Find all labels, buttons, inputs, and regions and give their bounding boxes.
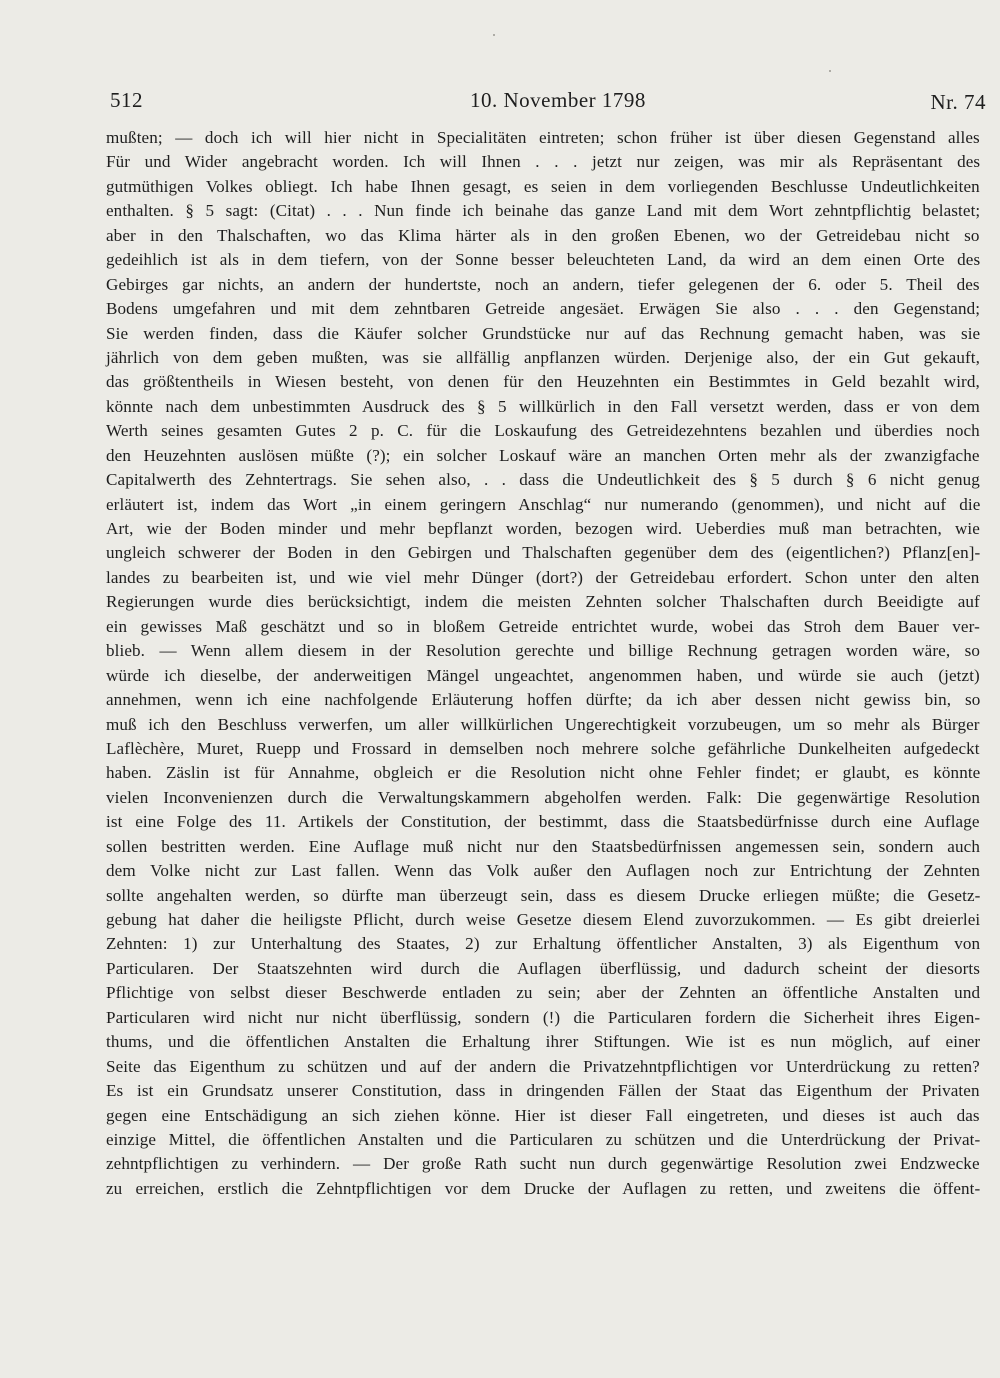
text-line: Laflèchère, Muret, Ruepp und Frossard in demselben noch mehrere solche gefährliche Dunkelheiten aufgedeckt <box>106 738 980 758</box>
text-line: jährlich von dem geben mußten, was sie allfällig anpflanzen würden. Derjenige also, der ein Gut gekauft, <box>106 347 981 367</box>
text-line: Particularen. Der Staatszehnten wird durch die Auflagen überflüssig, und dadurch scheint der diesorts <box>106 958 980 978</box>
text-line: thums, und die öffentlichen Anstalten die Erhaltung ihrer Stiftungen. Wie ist es nun möglich, auf einer <box>106 1032 981 1052</box>
body-text <box>106 126 980 1201</box>
text-line: Pflichtige von selbst dieser Beschwerde entladen zu sein; aber der Zehnten an öffentliche Anstalten und <box>106 983 981 1003</box>
text-line: annehmen, wenn ich eine nachfolgende Erläuterung hoffen dürfte; da ich aber dessen nicht gewiss bin, so <box>106 690 981 710</box>
page-number: 512 <box>110 88 143 112</box>
text-line: zehntpflichtigen zu verhindern. — Der große Rath sucht nun durch gegenwärtige Resolution zwei Endzwecke <box>106 1154 980 1174</box>
text-line: haben. Zäslin ist für Annahme, obgleich er die Resolution nicht ohne Fehler findet; er glaubt, es könnte <box>106 763 981 783</box>
text-line: könnte nach dem unbestimmten Ausdruck des § 5 willkürlich in den Fall versetzt werden, dass er von dem <box>106 396 980 416</box>
text-line: ungleich schwerer der Boden in den Gebirgen und Thalschaften gegenüber dem des (eigentlichen?) Pflanz[en]- <box>106 543 981 563</box>
text-line: vielen Inconvenienzen durch die Verwaltungskammern abgeholfen werden. Falk: Die gegenwärtige Resolution <box>106 787 980 807</box>
text-line: Regierungen wurde dies berücksichtigt, indem die meisten Zehnten solcher Thalschaften durch Beeidigte auf <box>106 592 980 612</box>
running-header <box>106 88 986 116</box>
text-line: gutmüthigen Volkes obliegt. Ich habe Ihnen gesagt, es seien in dem vorliegenden Beschlusse Undeutlichkeiten <box>106 176 980 196</box>
text-line: gegen eine Entschädigung an sich ziehen könne. Hier ist dieser Fall eingetreten, und dieses ist auch das <box>106 1105 980 1125</box>
text-line: enthalten. § 5 sagt: (Citat) . . . Nun finde ich beinahe das ganze Land mit dem Wort zehntpflichtig belastet; <box>106 201 981 221</box>
text-line: den Heuzehnten auslösen müßte (?); ein solcher Loskauf wäre an manchen Orten mehr als der zwanzigfache <box>106 445 980 465</box>
text-line: Zehnten: 1) zur Unterhaltung des Staates, 2) zur Erhaltung öffentlicher Anstalten, 3) als Eigenthum von <box>106 934 981 954</box>
text-line: das größtentheils in Wiesen besteht, von denen für den Heuzehnten ein Bestimmtes in Geld bezahlt wird, <box>106 372 980 392</box>
text-line: einzige Mittel, die öffentlichen Anstalten und die Particularen zu schützen und die Unterdrückung der Privat- <box>106 1129 981 1149</box>
text-line: Capitalwerth des Zehntertrags. Sie sehen also, . . dass die Undeutlichkeit des § 5 durch § 6 nicht genug <box>106 470 980 490</box>
text-line: würde ich dieselbe, der anderweitigen Mängel ungeachtet, angenommen haben, und würde sie auch (jetzt) <box>106 665 980 685</box>
text-line: mußten; — doch ich will hier nicht in Specialitäten eintreten; schon früher ist über diesen Gegenstand alles <box>106 128 980 147</box>
text-line: muß ich den Beschluss verwerfen, um aller willkürlichen Ungerechtigkeit vorzubeugen, um so mehr als Bürger <box>106 714 980 734</box>
text-line: ist eine Folge des 11. Artikels der Constitution, der bestimmt, dass die Staatsbedürfnisse durch eine Auflage <box>106 812 980 832</box>
text-line: dem Volke nicht zur Last fallen. Wenn das Volk außer den Auflagen noch zur Entrichtung der Zehnten <box>106 861 981 881</box>
scan-speck <box>829 70 831 72</box>
text-line: sollte angehalten werden, so dürfte man überzeugt sein, dass es diesem Drucke erliegen müßte; die Gesetz- <box>106 885 981 905</box>
text-line: Werth seines gesamten Gutes 2 p. C. für die Loskaufung des Getreidezehntens bezahlen und überdies noch <box>106 421 980 441</box>
text-line: gedeihlich ist als in dem tiefern, von der Sonne besser beleuchteten Land, da wird an dem einen Orte des <box>106 250 981 270</box>
scan-speck <box>493 34 495 36</box>
text-line: erläutert ist, indem das Wort „in einem geringern Anschlag“ nur numerando (genommen), und nicht auf die <box>106 494 981 514</box>
text-line: landes zu bearbeiten ist, und wie viel mehr Dünger (dort?) der Getreidebau erfordert. Schon unter den alten <box>106 567 980 587</box>
text-line: sollen bestritten werden. Eine Auflage muß nicht nur den Staatsbedürfnissen angemessen sein, sondern auch <box>106 836 980 856</box>
text-line: Bodens umgefahren und mit dem zehntbaren Getreide angesäet. Erwägen Sie also . . . den Gegenstand; <box>106 299 981 319</box>
text-line: Art, wie der Boden minder und mehr bepflanzt worden, bezogen wird. Ueberdies muß man betrachten, wie <box>106 519 980 538</box>
text-line: Sie werden finden, dass die Käufer solcher Grundstücke nur auf das Rechnung gemacht haben, was sie <box>106 323 981 343</box>
text-line: Für und Wider angebracht worden. Ich will Ihnen . . . jetzt nur zeigen, was mir als Repräsentant des <box>106 152 981 172</box>
text-line: aber in den Thalschaften, wo das Klima härter als in den großen Ebenen, wo der Getreidebau nicht so <box>106 225 980 245</box>
text-line: ein gewisses Maß geschätzt und so in bloßem Getreide entrichtet wurde, wobei das Stroh dem Bauer ver- <box>106 616 980 636</box>
text-line: zu erreichen, erstlich die Zehntpflichtigen vor dem Drucke der Auflagen zu retten, und zweitens die öffent- <box>106 1178 981 1198</box>
issue-number: Nr. 74 <box>930 90 986 114</box>
text-line: gebung hat daher die heiligste Pflicht, durch weise Gesetze diesem Elend zuvorzukommen. — Es gibt dreierlei <box>106 910 981 929</box>
text-line: Gebirges gar nichts, an andern der hundertste, noch an andern, tiefer gelegenen der 6. oder 5. Theil des <box>106 274 980 294</box>
text-line: Seite das Eigenthum zu schützen und auf der andern die Privatzehntpflichtigen vor Unterdrückung zu retten? <box>106 1056 980 1076</box>
text-line: Es ist ein Grundsatz unserer Constitution, dass in dringenden Fällen der Staat das Eigenthum der Privaten <box>106 1081 980 1101</box>
text-line: Particularen wird nicht nur nicht überflüssig, sondern (!) die Particularen fordern die Sicherheit ihres Eigen- <box>106 1007 981 1027</box>
text-line: blieb. — Wenn allem diesem in der Resolution gerechte und billige Rechnung getragen worden wäre, so <box>106 641 981 661</box>
header-date: 10. November 1798 <box>470 88 646 112</box>
